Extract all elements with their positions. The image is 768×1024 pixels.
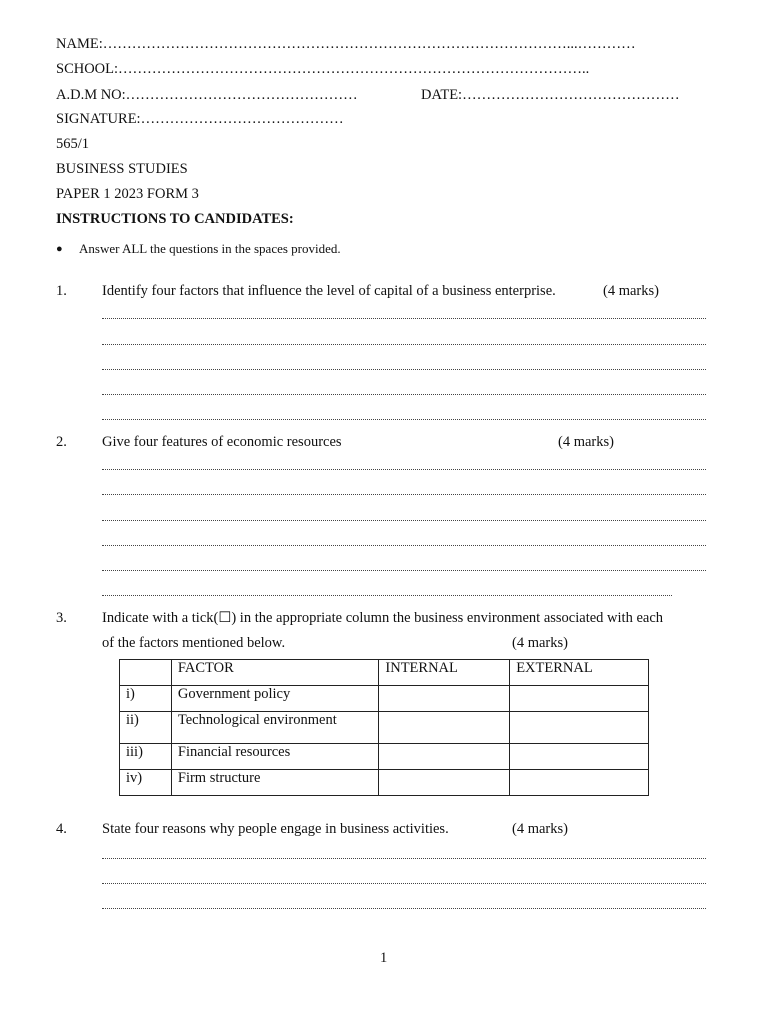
internal-answer-cell[interactable] [379, 744, 510, 770]
instructions-heading: INSTRUCTIONS TO CANDIDATES: [56, 211, 294, 227]
question-3-text-line2: of the factors mentioned below. [102, 635, 286, 651]
row-factor: Government policy [171, 686, 379, 712]
answer-line[interactable] [102, 469, 706, 470]
table-row [120, 686, 649, 712]
table-header-cell [120, 660, 172, 686]
table-header-external: EXTERNAL [510, 660, 649, 686]
subject-title: BUSINESS STUDIES [56, 161, 188, 177]
answer-line[interactable] [102, 419, 706, 420]
answer-line[interactable] [102, 394, 706, 395]
row-index: ii) [120, 712, 172, 744]
row-index: i) [120, 686, 172, 712]
question-1-marks: (4 marks) [603, 283, 659, 299]
question-4-text: State four reasons why people engage in business activities. [102, 821, 449, 837]
table-row [120, 770, 649, 796]
question-1-number: 1. [56, 283, 67, 299]
answer-line[interactable] [102, 344, 706, 345]
table-header-row [120, 660, 649, 686]
paper-code: 565/1 [56, 136, 90, 152]
answer-line[interactable] [102, 369, 706, 370]
answer-line[interactable] [102, 858, 706, 859]
table-row [120, 712, 649, 744]
external-answer-cell[interactable] [510, 712, 649, 744]
external-answer-cell[interactable] [510, 686, 649, 712]
row-factor: Financial resources [171, 744, 379, 770]
row-factor: Firm structure [171, 770, 379, 796]
table-header-factor: FACTOR [171, 660, 379, 686]
question-3-text-line1: Indicate with a tick(☐) in the appropriate column the business environment associated with each [102, 610, 664, 626]
bullet-icon: ● [56, 243, 63, 255]
question-1-text: Identify four factors that influence the level of capital of a business enterprise. [102, 283, 556, 299]
answer-line[interactable] [102, 494, 706, 495]
question-3-marks: (4 marks) [512, 635, 568, 651]
question-2-text: Give four features of economic resources [102, 434, 342, 450]
page-number: 1 [380, 950, 388, 966]
date-field-line[interactable]: DATE:……………………………………… [421, 87, 680, 103]
paper-title: PAPER 1 2023 FORM 3 [56, 186, 199, 202]
answer-line[interactable] [102, 595, 672, 596]
business-environment-table [119, 659, 649, 796]
internal-answer-cell[interactable] [379, 770, 510, 796]
answer-line[interactable] [102, 520, 706, 521]
answer-line[interactable] [102, 570, 706, 571]
answer-line[interactable] [102, 908, 706, 909]
question-4-number: 4. [56, 821, 67, 837]
question-2-marks: (4 marks) [558, 434, 614, 450]
school-field-line[interactable]: SCHOOL:…………………………………………………………………………………….. [56, 61, 590, 77]
row-factor: Technological environment [171, 712, 379, 744]
instruction-text: Answer ALL the questions in the spaces provided. [79, 241, 341, 256]
external-answer-cell[interactable] [510, 770, 649, 796]
adm-no-field-line[interactable]: A.D.M NO:………………………………………… [56, 87, 358, 103]
answer-line[interactable] [102, 545, 706, 546]
name-field-line[interactable]: NAME:……………………………………………………………………………………...………… [56, 36, 636, 52]
answer-line[interactable] [102, 318, 706, 319]
question-4-marks: (4 marks) [512, 821, 568, 837]
question-2-number: 2. [56, 434, 67, 450]
row-index: iii) [120, 744, 172, 770]
question-3-number: 3. [56, 610, 67, 626]
external-answer-cell[interactable] [510, 744, 649, 770]
internal-answer-cell[interactable] [379, 686, 510, 712]
table-row [120, 744, 649, 770]
row-index: iv) [120, 770, 172, 796]
internal-answer-cell[interactable] [379, 712, 510, 744]
signature-field-line[interactable]: SIGNATURE:…………………………………… [56, 111, 344, 127]
table-header-internal: INTERNAL [379, 660, 510, 686]
answer-line[interactable] [102, 883, 706, 884]
